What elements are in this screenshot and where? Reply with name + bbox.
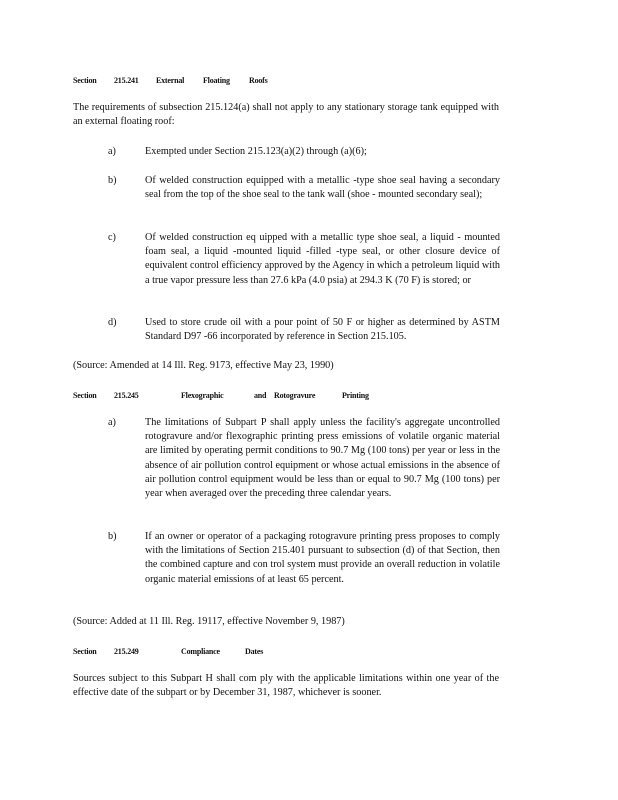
- section-intro: The requirements of subsection 215.124(a) shall not apply to any stationary storage tank equipped with an external floating roof:: [73, 102, 499, 128]
- heading-word: Compliance: [181, 647, 220, 656]
- heading-word: Section: [73, 391, 97, 400]
- heading-word: 215.245: [114, 391, 139, 400]
- source-note: (Source: Added at 11 Ill. Reg. 19117, effective November 9, 1987): [73, 616, 345, 627]
- list-item: [108, 174, 500, 202]
- list-item: [108, 145, 500, 159]
- heading-word: and: [254, 391, 267, 400]
- item-label: c): [108, 232, 116, 243]
- item-label: b): [108, 175, 117, 186]
- item-label: a): [108, 146, 116, 157]
- heading-word: External: [156, 76, 185, 85]
- item-label: a): [108, 417, 116, 428]
- section-intro: Sources subject to this Subpart H shall com ply with the applicable limitations within one year of the effective date of the subpart or by December 31, 1987, whichever is sooner.: [73, 673, 499, 699]
- heading-word: Floating: [203, 76, 230, 85]
- heading-word: Roofs: [249, 76, 268, 85]
- heading-word: Printing: [342, 391, 369, 400]
- item-label: b): [108, 531, 117, 542]
- item-text: Of welded construction eq uipped with a metallic type shoe seal, a liquid - mounted foam seal, a liquid -mounted liquid -filled -type seal, or other closure device of equivalent control efficiency approved by the Agency in which a petroleum liquid with a true vapor pressure less than 27.6 kPa (4.0 psia) at 294.3 K (70 F) is stored; or: [145, 232, 500, 286]
- item-text: Used to store crude oil with a pour point of 50 F or higher as determined by ASTM Standard D97 -66 incorporated by reference in Section 215.105.: [145, 317, 500, 343]
- list-item: [108, 231, 500, 288]
- item-text: The limitations of Subpart P shall apply unless the facility's aggregate uncontrolled rotogravure and/or flexographic printing press emissions of volatile organic material are limited by operating permit conditions to 90.7 Mg (100 tons) per year or less in the absence of air pollution control equipment or whose actual emissions in the absence of air pollution control equipment would be less than or equal to 90.7 Mg (100 tons) per year when averaged over the preceding three calendar years.: [145, 417, 500, 500]
- heading-word: Section: [73, 647, 97, 656]
- heading-word: Section: [73, 76, 97, 85]
- list-item: [108, 316, 500, 344]
- heading-word: 215.241: [114, 76, 139, 85]
- source-note: (Source: Amended at 14 Ill. Reg. 9173, effective May 23, 1990): [73, 360, 334, 371]
- list-item: [108, 416, 500, 501]
- heading-word: 215.249: [114, 647, 139, 656]
- list-item: [108, 530, 500, 587]
- item-text: Exempted under Section 215.123(a)(2) through (a)(6);: [145, 146, 367, 157]
- item-label: d): [108, 317, 117, 328]
- item-text: If an owner or operator of a packaging rotogravure printing press proposes to comply with the limitations of Section 215.401 pursuant to subsection (d) of that Section, then the combined capture and con trol system must provide an overall reduction in volatile organic material emissions of at least 65 percent.: [145, 531, 500, 585]
- heading-word: Dates: [245, 647, 264, 656]
- heading-word: Flexographic: [181, 391, 224, 400]
- item-text: Of welded construction equipped with a metallic -type shoe seal having a secondary seal from the top of the shoe seal to the tank wall (shoe - mounted secondary seal);: [145, 175, 500, 201]
- heading-word: Rotogravure: [274, 391, 316, 400]
